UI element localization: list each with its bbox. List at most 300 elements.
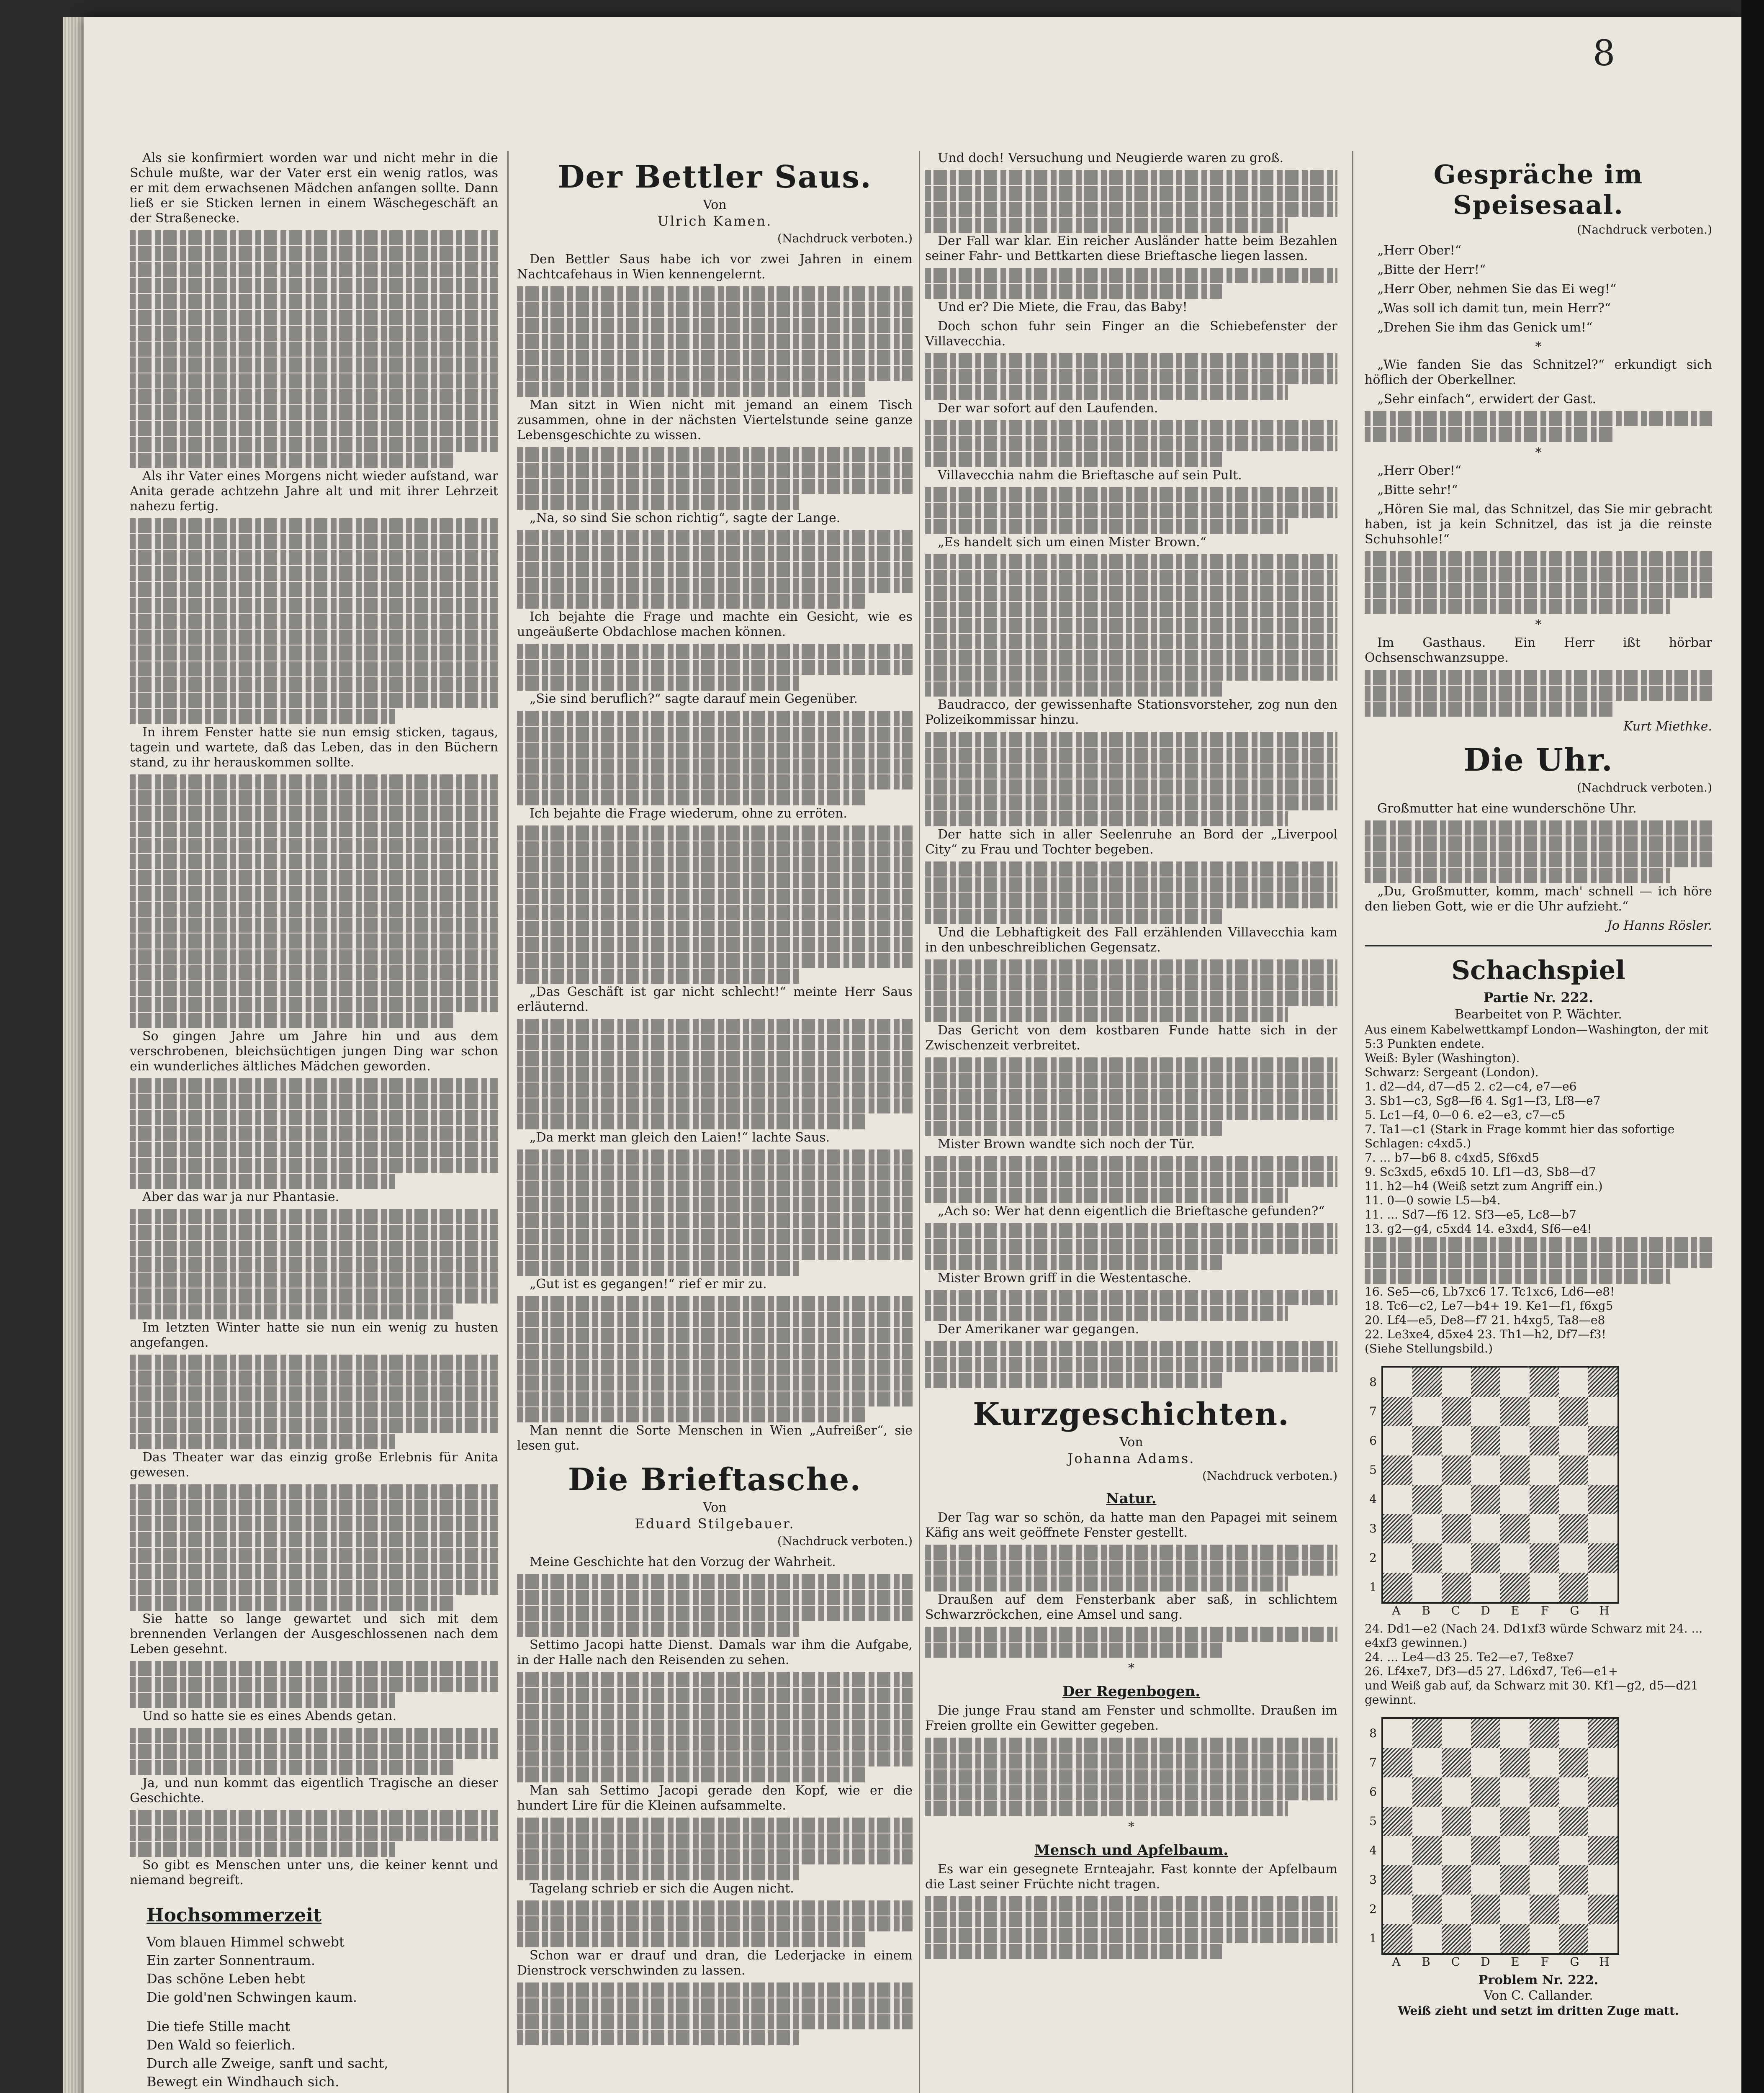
text-lines (517, 774, 913, 789)
text-lines (925, 602, 1337, 617)
board-square (1559, 1573, 1588, 1602)
board-square (1530, 1368, 1559, 1397)
text-lines (130, 1580, 498, 1595)
board-square (1559, 1748, 1588, 1777)
file-label: D (1481, 1955, 1490, 1969)
text-lines (517, 447, 913, 462)
rank-label: 6 (1369, 1785, 1377, 1799)
text-lines (517, 1688, 913, 1703)
text-lines (517, 857, 913, 872)
text-lines (130, 630, 498, 645)
text-lines (130, 661, 498, 676)
rank-label: 1 (1369, 1931, 1377, 1945)
text-lines (517, 366, 913, 381)
text-lines (130, 294, 498, 309)
paragraph: „Da merkt man gleich den Laien!“ lachte Saus. (530, 1130, 830, 1145)
article-title: Die Uhr. (1463, 742, 1613, 778)
board-square (1412, 1573, 1442, 1602)
board-square (1559, 1924, 1588, 1953)
text-lines (925, 681, 1222, 697)
board-square (1588, 1777, 1617, 1807)
text-lines (517, 1082, 913, 1098)
text-lines (925, 1928, 1337, 1943)
text-lines (925, 779, 1337, 795)
board-square (1442, 1895, 1471, 1924)
text-lines (517, 1261, 802, 1276)
text-lines (925, 586, 1337, 601)
text-lines (517, 334, 913, 349)
board-square (1588, 1807, 1617, 1836)
byline: Von (1119, 1435, 1143, 1450)
board-square (1588, 1748, 1617, 1777)
text-lines (130, 550, 498, 565)
board-square (1559, 1397, 1588, 1426)
board-square (1559, 1514, 1588, 1543)
rank-label: 8 (1369, 1375, 1377, 1389)
text-lines (517, 1181, 913, 1196)
board-square (1442, 1719, 1471, 1748)
paragraph: „Wie fanden Sie das Schnitzel?“ erkundigt sich höflich der Oberkellner. (1365, 357, 1712, 387)
board-square (1559, 1807, 1588, 1836)
board-square (1383, 1426, 1412, 1455)
board-square (1530, 1895, 1559, 1924)
board-square (1442, 1748, 1471, 1777)
board-square (1442, 1368, 1471, 1397)
reprint-note: (Nachdruck verboten.) (1202, 1469, 1337, 1483)
board-square (1530, 1397, 1559, 1426)
move-line: 20. Lf4—e5, De8—f7 21. h4xg5, Ta8—e8 (1365, 1313, 1605, 1327)
text-lines (925, 218, 1288, 233)
board-square (1412, 1748, 1442, 1777)
move-line: 7. Ta1—c1 (Stark in Frage kommt hier das sofortige Schlagen: c4xd5.) (1365, 1122, 1675, 1150)
text-lines (130, 1826, 498, 1841)
file-label: G (1570, 1604, 1579, 1617)
text-lines (517, 1720, 913, 1735)
text-lines (130, 1548, 498, 1563)
text-lines (130, 1564, 498, 1579)
move-line: 24. Dd1—e2 (Nach 24. Dd1xf3 würde Schwarz mit 24. ... e4xf3 gewinnen.) (1365, 1622, 1703, 1650)
text-lines (517, 759, 913, 774)
section-star: * (1535, 445, 1542, 460)
text-lines (925, 1576, 1288, 1592)
text-lines (130, 1355, 498, 1370)
text-lines (517, 1704, 913, 1719)
text-lines (925, 618, 1337, 633)
column-rule (1352, 151, 1353, 2093)
rank-label: 5 (1369, 1814, 1377, 1828)
text-lines (925, 353, 1337, 368)
text-lines (130, 1209, 498, 1224)
board-square (1559, 1836, 1588, 1865)
text-lines (517, 463, 913, 478)
text-lines (517, 479, 913, 494)
text-lines (925, 284, 1222, 299)
board-square (1383, 1543, 1412, 1573)
text-lines (517, 1312, 913, 1327)
text-lines (925, 634, 1337, 649)
text-lines (925, 1561, 1337, 1576)
rank-label: 6 (1369, 1434, 1377, 1448)
text-lines (517, 1245, 913, 1260)
paragraph: Tagelang schrieb er sich die Augen nicht. (530, 1881, 794, 1896)
text-lines (517, 676, 802, 691)
move-line: 16. Se5—c6, Lb7xc6 17. Tc1xc6, Ld6—e8! (1365, 1285, 1615, 1298)
text-lines (517, 1622, 802, 1637)
text-lines (925, 554, 1337, 569)
text-lines (925, 764, 1337, 779)
text-lines (130, 582, 498, 597)
paragraph: Sie hatte so lange gewartet und sich mit dem brennenden Verlangen der Ausgeschlossenen nach dem Leben gesehnt. (130, 1612, 498, 1656)
text-lines (925, 1785, 1337, 1800)
board-square (1383, 1485, 1412, 1514)
move-line: 7. ... b7—b6 8. c4xd5, Sf6xd5 (1365, 1151, 1539, 1165)
board-square (1471, 1573, 1500, 1602)
text-lines (1365, 599, 1670, 614)
rank-label: 4 (1369, 1844, 1377, 1857)
board-square (1530, 1426, 1559, 1455)
paragraph: Ich bejahte die Frage und machte ein Gesicht, wie es ungeäußerte Obdachlose machen können. (517, 609, 913, 639)
problem-task: Weiß zieht und setzt im dritten Zuge matt. (1398, 2004, 1679, 2018)
board-square (1500, 1777, 1530, 1807)
text-lines (130, 981, 498, 996)
paragraph: „Das Geschäft ist gar nicht schlecht!“ meinte Herr Saus erläuternd. (517, 985, 913, 1014)
text-lines (517, 711, 913, 726)
page-number: 8 (1593, 33, 1615, 74)
board-square (1412, 1777, 1442, 1807)
board-square (1383, 1748, 1412, 1777)
paragraph: Man nennt die Sorte Menschen in Wien „Aufreißer“, sie lesen gut. (517, 1423, 913, 1453)
text-lines (925, 748, 1337, 763)
column-2 (517, 151, 913, 2046)
board-square (1412, 1426, 1442, 1455)
text-lines (925, 452, 1222, 467)
text-lines (1365, 567, 1712, 582)
text-lines (925, 170, 1337, 185)
text-lines (517, 1767, 865, 1782)
text-lines (130, 1596, 454, 1611)
text-lines (517, 1328, 913, 1343)
board-square (1471, 1924, 1500, 1953)
text-lines (925, 1105, 1337, 1120)
text-lines (517, 350, 913, 365)
text-lines (925, 186, 1337, 201)
board-square (1588, 1865, 1617, 1895)
paragraph: „Na, so sind Sie schon richtig“, sagte der Lange. (530, 511, 841, 525)
text-lines (925, 877, 1337, 892)
board-square (1412, 1865, 1442, 1895)
rank-label: 7 (1369, 1404, 1377, 1418)
text-lines (130, 1288, 498, 1304)
text-lines (517, 889, 913, 904)
rank-label: 2 (1369, 1902, 1377, 1916)
board-square (1559, 1895, 1588, 1924)
paragraph: „Du, Großmutter, komm, mach' schnell — ich höre den lieben Gott, wie er die Uhr aufzieht.“ (1365, 884, 1712, 914)
text-lines (130, 421, 498, 436)
board-square (1588, 1397, 1617, 1426)
text-lines (517, 1360, 913, 1375)
text-lines (130, 437, 498, 452)
text-lines (130, 854, 498, 869)
text-lines (130, 342, 498, 357)
text-lines (925, 268, 1337, 283)
white-player: Weiß: Byler (Washington). (1365, 1051, 1520, 1065)
board-square (1559, 1455, 1588, 1485)
board-square (1588, 1836, 1617, 1865)
text-lines (925, 420, 1337, 435)
text-lines (517, 1849, 913, 1864)
rank-label: 4 (1369, 1492, 1377, 1506)
board-square (1500, 1924, 1530, 1953)
text-lines (517, 743, 913, 758)
text-lines (517, 727, 913, 742)
text-lines (925, 666, 1337, 681)
text-lines (1365, 1253, 1712, 1268)
text-lines (130, 1532, 498, 1547)
text-lines (517, 1590, 913, 1605)
paragraph: Die junge Frau stand am Fenster und schmollte. Draußen im Freien grollte ein Gewitter gegeben. (925, 1703, 1337, 1733)
board-square (1500, 1895, 1530, 1924)
file-label: E (1511, 1955, 1520, 1969)
board-square (1471, 1836, 1500, 1865)
text-lines (130, 1402, 498, 1417)
text-lines (925, 893, 1337, 908)
text-lines (925, 1357, 1337, 1372)
move-line: 13. g2—g4, c5xd4 14. e3xd4, Sf6—e4! (1365, 1222, 1592, 1236)
text-lines (517, 1900, 913, 1916)
poem-line: Bewegt ein Windhauch sich. (147, 2074, 339, 2090)
article-title: Gespräche im Speisesaal. (1433, 159, 1643, 220)
poem-line: Durch alle Zweige, sanft und sacht, (147, 2055, 388, 2071)
board-square (1559, 1485, 1588, 1514)
paragraph: Der Amerikaner war gegangen. (938, 1322, 1139, 1337)
move-line: und Weiß gab auf, da Schwarz mit 30. Kf1—g2, d5—d21 gewinnt. (1365, 1679, 1698, 1707)
text-lines (130, 886, 498, 901)
text-lines (1365, 1237, 1712, 1252)
text-lines (925, 1223, 1337, 1238)
paragraph: „Ach so: Wer hat denn eigentlich die Brieftasche gefunden?“ (938, 1204, 1325, 1219)
board-square (1442, 1426, 1471, 1455)
board-square (1530, 1836, 1559, 1865)
text-lines (517, 873, 913, 888)
text-lines (925, 369, 1337, 384)
text-lines (1365, 686, 1712, 701)
text-lines (130, 870, 498, 885)
paragraph: „Hören Sie mal, das Schnitzel, das Sie mir gebracht haben, ist ja kein Schnitzel, das ist ja die reinste Schuhsohle!“ (1365, 502, 1712, 547)
text-lines (130, 693, 498, 708)
author-name: Eduard Stilgebauer. (635, 1516, 795, 1532)
text-lines (517, 841, 913, 856)
board-square (1471, 1807, 1500, 1836)
board-square (1530, 1514, 1559, 1543)
text-lines (925, 1007, 1288, 1022)
poem-line: Ein zarter Sonnentraum. (147, 1952, 316, 1968)
paragraph: Aber das war ja nur Phantasie. (142, 1190, 339, 1204)
paragraph: Mister Brown griff in die Westentasche. (938, 1271, 1192, 1286)
text-lines (130, 1094, 498, 1109)
board-square (1383, 1924, 1412, 1953)
board-square (1530, 1865, 1559, 1895)
text-lines (130, 1516, 498, 1531)
author-name: Johanna Adams. (1067, 1450, 1195, 1466)
paragraph: Das Gericht von dem kostbaren Funde hatte sich in der Zwischenzeit verbreitet. (925, 1023, 1337, 1053)
text-lines (130, 262, 498, 277)
text-lines (925, 1156, 1337, 1171)
chess-section-title: Schachspiel (1451, 955, 1625, 985)
board-square (1471, 1777, 1500, 1807)
paragraph: Im letzten Winter hatte sie nun ein wenig zu husten angefangen. (130, 1320, 498, 1350)
text-lines (925, 1239, 1337, 1254)
board-square (1588, 1719, 1617, 1748)
story-heading: Mensch und Apfelbaum. (1034, 1842, 1229, 1859)
move-line: 9. Sc3xd5, e6xd5 10. Lf1—d3, Sb8—d7 (1365, 1165, 1596, 1179)
board-square (1383, 1836, 1412, 1865)
text-lines (130, 1273, 498, 1288)
section-star: * (1128, 1820, 1134, 1834)
paragraph: So gingen Jahre um Jahre hin und aus dem verschrobenen, bleichsüchtigen jungen Ding war schon ein wunderliches ältliches Mädchen geworden. (130, 1029, 498, 1074)
paragraph: In ihrem Fenster hatte sie nun emsig sticken, tagaus, tagein und wartete, daß das Leben, das in den Büchern stand, zu ihr herauskommen sollte. (130, 725, 498, 770)
section-star: * (1535, 617, 1542, 632)
paragraph: Doch schon fuhr sein Finger an die Schiebefenster der Villavecchia. (925, 319, 1337, 349)
paragraph: Baudracco, der gewissenhafte Stationsvorsteher, zog nun den Polizeikommissar hinzu. (925, 697, 1337, 727)
text-lines (925, 861, 1337, 877)
board-square (1471, 1719, 1500, 1748)
rank-label: 1 (1369, 1580, 1377, 1594)
text-lines (130, 1810, 498, 1825)
dialogue-line: „Drehen Sie ihm das Genick um!“ (1377, 320, 1593, 335)
board-square (1383, 1397, 1412, 1426)
text-lines (130, 774, 498, 789)
paragraph: „Gut ist es gegangen!“ rief er mir zu. (530, 1277, 767, 1291)
board-square (1412, 1514, 1442, 1543)
rank-label: 5 (1369, 1463, 1377, 1477)
text-lines (130, 806, 498, 821)
text-lines (130, 1484, 498, 1499)
board-square (1559, 1777, 1588, 1807)
board-square (1442, 1543, 1471, 1573)
text-lines (517, 1149, 913, 1165)
text-lines (925, 487, 1337, 502)
paragraph: Der Tag war so schön, da hatte man den Papagei mit seinem Käfig ans weit geöffnete Fenster gestellt. (925, 1510, 1337, 1540)
board-square (1383, 1719, 1412, 1748)
move-line: 22. Le3xe4, d5xe4 23. Th1—h2, Df7—f3! (1365, 1327, 1606, 1341)
board-square (1500, 1514, 1530, 1543)
board-square (1530, 1543, 1559, 1573)
board-square (1442, 1865, 1471, 1895)
text-lines (130, 1744, 498, 1759)
reprint-note: (Nachdruck verboten.) (777, 231, 913, 245)
text-lines (517, 1165, 913, 1180)
board-square (1588, 1895, 1617, 1924)
board-square (1588, 1573, 1617, 1602)
board-square (1471, 1865, 1500, 1895)
text-lines (1365, 820, 1712, 836)
article-title: Der Bettler Saus. (558, 159, 872, 195)
text-lines (130, 902, 498, 917)
text-lines (925, 1089, 1337, 1104)
board-square (1442, 1485, 1471, 1514)
board-square (1412, 1836, 1442, 1865)
scan-border (1741, 0, 1764, 2093)
board-square (1530, 1807, 1559, 1836)
text-lines (925, 570, 1337, 585)
rank-label: 2 (1369, 1551, 1377, 1565)
board-square (1559, 1426, 1588, 1455)
text-lines (517, 905, 913, 920)
text-lines (517, 1606, 913, 1621)
author-name: Ulrich Kamen. (657, 213, 772, 229)
paragraph: Mister Brown wandte sich noch der Tür. (938, 1137, 1195, 1152)
text-lines (517, 1098, 913, 1113)
text-lines (925, 795, 1337, 810)
text-lines (925, 1290, 1337, 1305)
text-lines (517, 1114, 865, 1129)
board-square (1588, 1924, 1617, 1953)
board-square (1442, 1573, 1471, 1602)
text-lines (517, 530, 913, 545)
board-square (1530, 1777, 1559, 1807)
file-label: A (1392, 1604, 1401, 1617)
board-square (1588, 1368, 1617, 1397)
paragraph: Villavecchia nahm die Brieftasche auf sein Pult. (938, 468, 1242, 483)
text-lines (517, 2030, 802, 2045)
paragraph: Und so hatte sie es eines Abends getan. (142, 1709, 397, 1723)
author-signature: Kurt Miethke. (1623, 719, 1712, 734)
text-lines (517, 825, 913, 841)
file-labels (1381, 1955, 1619, 1969)
move-line: 18. Tc6—c2, Le7—b4+ 19. Ke1—f1, f6xg5 (1365, 1299, 1613, 1313)
text-lines (130, 614, 498, 629)
text-lines (130, 373, 498, 388)
poem-line: Den Wald so feierlich. (147, 2037, 296, 2053)
text-lines (925, 202, 1337, 217)
board-square (1530, 1719, 1559, 1748)
board-square (1588, 1514, 1617, 1543)
text-lines (130, 405, 498, 420)
board-square (1383, 1368, 1412, 1397)
problem-title: Problem Nr. 222. (1478, 1973, 1599, 1988)
text-lines (925, 1896, 1337, 1911)
paragraph: Settimo Jacopi hatte Dienst. Damals war ihm die Aufgabe, in der Halle nach den Reisenden zu sehen. (517, 1638, 913, 1667)
text-lines (925, 1944, 1222, 1959)
board-square (1383, 1573, 1412, 1602)
article-title: Kurzgeschichten. (973, 1396, 1290, 1432)
text-lines (925, 1255, 1222, 1270)
text-lines (517, 644, 913, 659)
rank-label: 7 (1369, 1756, 1377, 1769)
text-lines (130, 822, 498, 837)
board-square (1500, 1865, 1530, 1895)
text-lines (517, 1229, 913, 1244)
poem-title: Hochsommerzeit (147, 1905, 322, 1926)
text-lines (130, 1677, 498, 1692)
text-lines (517, 1833, 913, 1849)
board-square (1559, 1543, 1588, 1573)
board-square (1471, 1426, 1500, 1455)
text-lines (517, 1051, 913, 1066)
board-square (1500, 1543, 1530, 1573)
text-lines (130, 1158, 498, 1173)
file-label: G (1570, 1955, 1579, 1969)
board-square (1471, 1543, 1500, 1573)
text-lines (517, 790, 865, 805)
text-lines (130, 1693, 395, 1708)
paragraph: Ja, und nun kommt das eigentlich Tragische an dieser Geschichte. (130, 1776, 498, 1805)
text-lines (925, 732, 1337, 747)
text-lines (1365, 852, 1712, 867)
game-number: Partie Nr. 222. (1483, 990, 1594, 1005)
column-4 (1365, 151, 1712, 2018)
text-lines (517, 302, 913, 317)
